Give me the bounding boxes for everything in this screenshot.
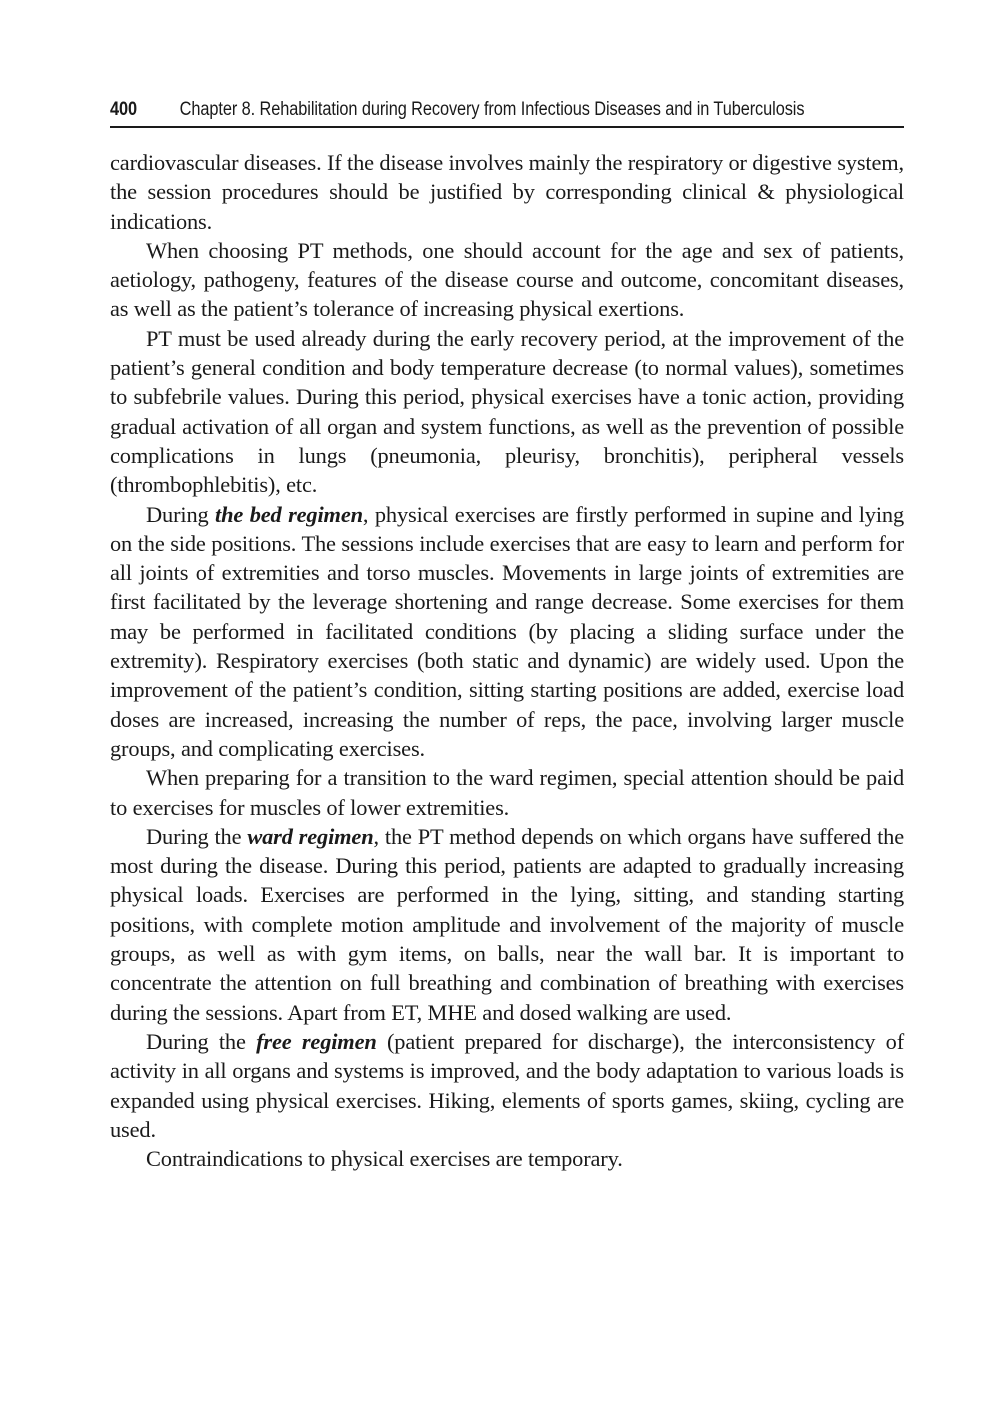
lead-text: During <box>146 501 216 527</box>
paragraph-pt-methods: When choosing PT methods, one should account for the age and sex of patients, aetiology, pathogeny, features of the disease course and outcome, concomitant diseases, as well as the patient’s tolerance of increasing physical exertions. <box>110 237 904 322</box>
paragraph-early-recovery: PT must be used already during the early recovery period, at the improvement of the patient’s general condition and body temperature decrease (to normal values), sometimes to subfebrile values. During this period, physical exercises have a tonic action, providing gradual activation of all organ and system functions, as well as the prevention of possible complications in lungs (pneumonia, pleurisy, bronchitis), peripheral vessels (thrombophlebitis), etc. <box>110 325 904 498</box>
paragraph-bed-regimen <box>110 500 904 764</box>
paragraph-free-regimen <box>110 1027 904 1144</box>
paragraph-text: , physical exercises are firstly performed in supine and lying on the side positions. The sessions include exercises that are easy to learn and perform for all joints of extremities and torso muscles. Movements in large joints of extremities are first facilitated by the leverage shortening and range decrease. Some exercises for them may be performed in facilitated conditions (by placing a sliding surface under the extremity). Respiratory exercises (both static and dynamic) are widely used. Upon the improvement of the patient’s condition, sitting starting positions are added, exercise load doses are increased, increasing the number of reps, the pace, involving larger muscle groups, and complicating exercises. <box>110 501 905 761</box>
term-free-regimen: free regimen <box>256 1028 377 1054</box>
paragraph-ward-regimen <box>110 822 904 1027</box>
running-head <box>110 96 904 124</box>
term-ward-regimen: ward regimen <box>247 823 374 849</box>
term-bed-regimen: the bed regimen <box>215 501 363 527</box>
paragraph-ward-transition: When preparing for a transition to the ward regimen, special attention should be paid to exercises for muscles of lower extremities. <box>110 765 904 820</box>
paragraph-text: , the PT method depends on which organs have suffered the most during the disease. During this period, patients are adapted to gradually increasing physical loads. Exercises are performed in the lying, sitting, and standing starting positions, with complete motion amplitude and involvement of the majority of muscle groups, as well as with gym items, on balls, near the wall bar. It is important to concentrate the attention on full breathing and combination of breathing with exercises during the sessions. Apart from ET, MHE and dosed walking are used. <box>110 823 904 1025</box>
page-number: 400 <box>110 99 138 120</box>
lead-text: During the <box>146 823 248 849</box>
paragraph-continuation: cardiovascular diseases. If the disease involves mainly the respiratory or digestive system, the session procedures should be justified by corresponding clinical & physiological indications. <box>110 150 904 234</box>
paragraph-text: (patient prepared for discharge), the interconsistency of activity in all organs and systems is improved, and the body adaptation to various loads is expanded using physical exercises. Hiking, elements of sports games, skiing, cycling are used. <box>110 1028 904 1142</box>
book-page <box>110 96 904 1173</box>
header-rule <box>110 126 904 128</box>
chapter-title: Chapter 8. Rehabilitation during Recovery from Infectious Diseases and in Tuberculosis <box>179 99 805 120</box>
body-text <box>110 148 904 1173</box>
paragraph-contraindications: Contraindications to physical exercises are temporary. <box>146 1146 623 1172</box>
lead-text: During the <box>146 1028 257 1054</box>
